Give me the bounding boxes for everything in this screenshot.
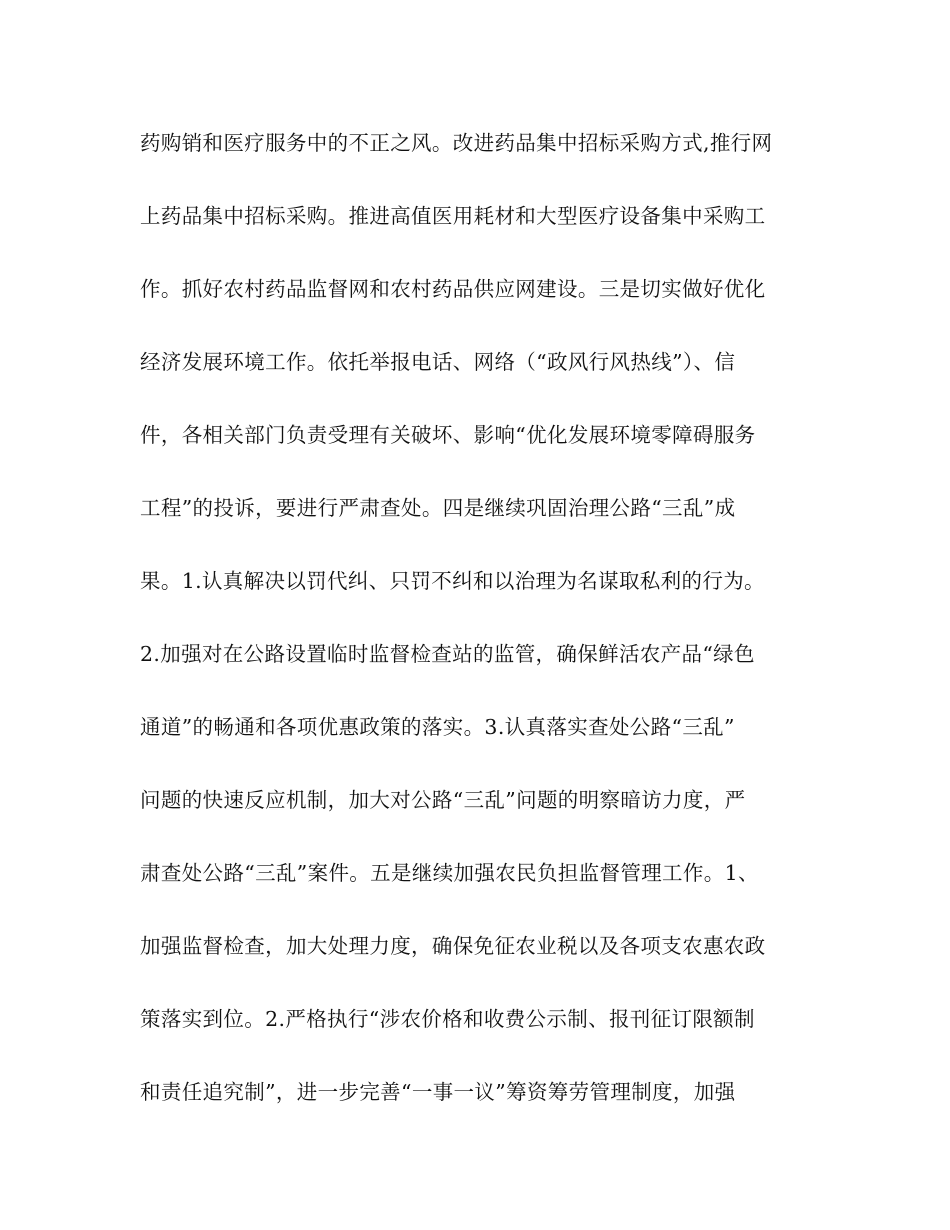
body-text bbox=[140, 122, 820, 1144]
text-line-5: 件，各相关部门负责受理有关破坏、影响“优化发展环境零障碍服务 bbox=[140, 423, 756, 447]
text-line-8: 2.加强对在公路设置临时监督检查站的监管，确保鲜活农产品“绿色 bbox=[140, 642, 755, 666]
text-line-4: 经济发展环境工作。依托举报电话、网络（“政风行风热线”）、信 bbox=[140, 350, 736, 374]
text-line-10: 问题的快速反应机制，加大对公路“三乱”问题的明察暗访力度，严 bbox=[140, 788, 746, 812]
text-line-7: 果。1.认真解决以罚代纠、只罚不纠和以治理为名谋取私利的行为。 bbox=[140, 569, 765, 593]
text-line-2: 上药品集中招标采购。推进高值医用耗材和大型医疗设备集中采购工 bbox=[140, 204, 766, 228]
text-line-9: 通道”的畅通和各项优惠政策的落实。3.认真落实查处公路“三乱” bbox=[140, 715, 735, 739]
text-line-11: 肃查处公路“三乱”案件。五是继续加强农民负担监督管理工作。1、 bbox=[140, 861, 759, 885]
text-line-6: 工程”的投诉，要进行严肃查处。四是继续巩固治理公路“三乱”成 bbox=[140, 496, 736, 520]
text-line-13: 策落实到位。2.严格执行“涉农价格和收费公示制、报刊征订限额制 bbox=[140, 1007, 755, 1031]
text-line-3: 作。抓好农村药品监督网和农村药品供应网建设。三是切实做好优化 bbox=[140, 277, 766, 301]
text-line-14: 和责任追究制”，进一步完善“一事一议”筹资筹劳管理制度，加强 bbox=[140, 1080, 736, 1104]
text-line-1: 药购销和医疗服务中的不正之风。改进药品集中招标采购方式,推行网 bbox=[140, 131, 773, 155]
text-line-12: 加强监督检查，加大处理力度，确保免征农业税以及各项支农惠农政 bbox=[140, 934, 766, 958]
